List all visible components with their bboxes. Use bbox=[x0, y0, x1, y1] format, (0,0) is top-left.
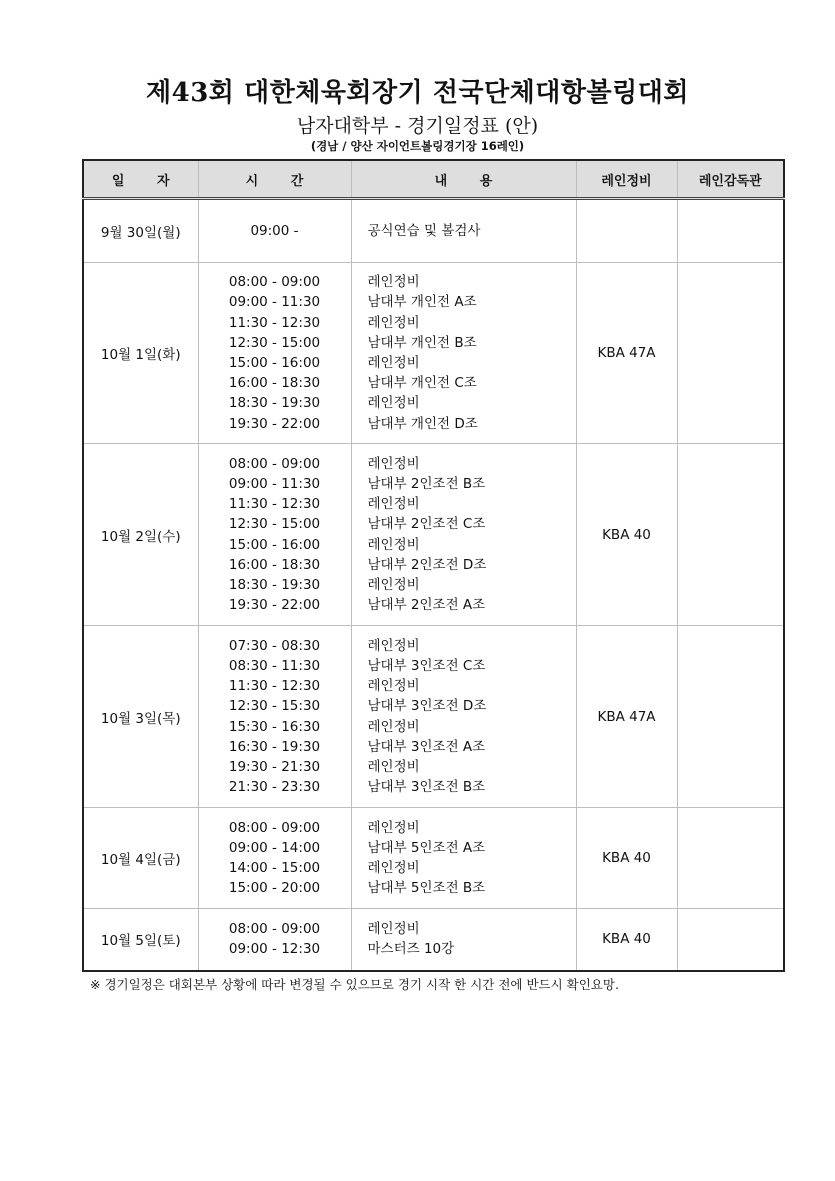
event-item: 남대부 2인조전 D조 bbox=[367, 556, 487, 573]
cell-date: 10월 4일(금) bbox=[83, 808, 198, 909]
cell-lane-supervisor bbox=[677, 626, 784, 808]
time-slot: 09:00 - 14:00 bbox=[228, 839, 321, 856]
cell-date: 10월 3일(목) bbox=[83, 626, 198, 808]
event-item: 남대부 3인조전 D조 bbox=[367, 698, 487, 715]
event-item: 레인정비 bbox=[367, 455, 420, 472]
event-item: 남대부 3인조전 A조 bbox=[367, 738, 486, 755]
time-slot: 08:00 - 09:00 bbox=[228, 455, 321, 472]
event-item: 레인정비 bbox=[367, 678, 420, 695]
time-slot: 08:00 - 09:00 bbox=[228, 274, 321, 291]
table-row bbox=[83, 263, 784, 444]
column-header-content: 내 용 bbox=[351, 160, 576, 199]
time-slot: 09:00 - 11:30 bbox=[228, 475, 321, 492]
cell-content bbox=[351, 808, 576, 909]
time-slot: 15:30 - 16:30 bbox=[228, 718, 321, 735]
time-slot: 09:00 - 11:30 bbox=[228, 294, 321, 311]
time-slot: 12:30 - 15:30 bbox=[228, 698, 321, 715]
cell-lane-maintenance: KBA 47A bbox=[576, 626, 677, 808]
cell-times bbox=[198, 444, 351, 626]
cell-times bbox=[198, 808, 351, 909]
event-item: 마스터즈 10강 bbox=[367, 941, 455, 958]
cell-lane-maintenance: KBA 40 bbox=[576, 808, 677, 909]
time-slot: 18:30 - 19:30 bbox=[228, 576, 321, 593]
event-item: 남대부 개인전 A조 bbox=[367, 294, 477, 311]
footnote: ※ 경기일정은 대회본부 상황에 따라 변경될 수 있으므로 경기 시작 한 시간 전에 반드시 확인요망. bbox=[90, 977, 619, 992]
event-item: 레인정비 bbox=[367, 536, 420, 553]
event-item: 남대부 개인전 B조 bbox=[367, 334, 477, 351]
cell-lane-supervisor bbox=[677, 444, 784, 626]
time-slot: 21:30 - 23:30 bbox=[228, 779, 321, 796]
schedule-body bbox=[83, 199, 784, 971]
event-item: 레인정비 bbox=[367, 355, 420, 371]
event-item: 남대부 2인조전 C조 bbox=[367, 516, 486, 533]
time-slot: 09:00 - bbox=[250, 222, 299, 239]
cell-times bbox=[198, 909, 351, 971]
event-item: 공식연습 및 볼검사 bbox=[367, 222, 481, 239]
time-slot: 11:30 - 12:30 bbox=[228, 496, 321, 513]
event-item: 레인정비 bbox=[367, 576, 420, 593]
column-header-lane-maintenance: 레인정비 bbox=[576, 160, 677, 199]
cell-lane-maintenance: KBA 47A bbox=[576, 263, 677, 444]
event-item: 남대부 3인조전 C조 bbox=[367, 657, 486, 674]
schedule-table bbox=[82, 159, 785, 972]
time-slot: 08:30 - 11:30 bbox=[228, 657, 321, 674]
event-item: 레인정비 bbox=[367, 637, 420, 654]
event-item: 레인정비 bbox=[367, 819, 420, 836]
cell-lane-maintenance: KBA 40 bbox=[576, 444, 677, 626]
cell-date: 10월 2일(수) bbox=[83, 444, 198, 626]
table-row bbox=[83, 808, 784, 909]
cell-lane-maintenance bbox=[576, 199, 677, 263]
event-item: 남대부 개인전 D조 bbox=[367, 415, 478, 432]
cell-times bbox=[198, 199, 351, 263]
event-item: 남대부 5인조전 A조 bbox=[367, 839, 486, 856]
event-item: 남대부 2인조전 A조 bbox=[367, 597, 486, 614]
event-item: 레인정비 bbox=[367, 718, 420, 735]
table-header-row bbox=[83, 160, 784, 199]
venue-note: (경남 / 양산 자이언트볼링경기장 16레인) bbox=[310, 139, 525, 153]
table-row bbox=[83, 909, 784, 971]
time-slot: 16:30 - 19:30 bbox=[228, 738, 321, 755]
cell-date: 10월 5일(토) bbox=[83, 909, 198, 971]
event-item: 레인정비 bbox=[367, 274, 420, 291]
cell-content bbox=[351, 199, 576, 263]
cell-content bbox=[351, 909, 576, 971]
time-slot: 15:00 - 16:00 bbox=[228, 355, 321, 371]
time-slot: 07:30 - 08:30 bbox=[228, 637, 321, 654]
column-header-time: 시 간 bbox=[198, 160, 351, 199]
event-item: 레인정비 bbox=[367, 496, 420, 513]
event-item: 레인정비 bbox=[367, 395, 420, 412]
table-row bbox=[83, 626, 784, 808]
time-slot: 11:30 - 12:30 bbox=[228, 678, 321, 695]
column-header-lane-supervisor: 레인감독관 bbox=[677, 160, 784, 199]
time-slot: 19:30 - 22:00 bbox=[228, 415, 321, 432]
time-slot: 11:30 - 12:30 bbox=[228, 314, 321, 331]
time-slot: 16:00 - 18:30 bbox=[228, 375, 321, 392]
event-item: 남대부 3인조전 B조 bbox=[367, 779, 486, 796]
cell-content bbox=[351, 626, 576, 808]
column-header-date: 일 자 bbox=[83, 160, 198, 199]
time-slot: 15:00 - 20:00 bbox=[228, 880, 321, 897]
event-item: 레인정비 bbox=[367, 921, 420, 938]
cell-lane-supervisor bbox=[677, 263, 784, 444]
time-slot: 19:30 - 22:00 bbox=[228, 597, 321, 614]
document-title: 제43회 대한체육회장기 전국단체대항볼링대회 bbox=[146, 78, 689, 108]
table-row bbox=[83, 199, 784, 263]
cell-date: 10월 1일(화) bbox=[83, 263, 198, 444]
time-slot: 15:00 - 16:00 bbox=[228, 536, 321, 553]
event-item: 남대부 5인조전 B조 bbox=[367, 880, 486, 897]
cell-lane-supervisor bbox=[677, 909, 784, 971]
cell-date: 9월 30일(월) bbox=[83, 199, 198, 263]
cell-times bbox=[198, 626, 351, 808]
time-slot: 16:00 - 18:30 bbox=[228, 556, 321, 573]
document-subtitle: 남자대학부 - 경기일정표 (안) bbox=[296, 115, 539, 137]
event-item: 레인정비 bbox=[367, 314, 420, 331]
cell-lane-supervisor bbox=[677, 808, 784, 909]
cell-times bbox=[198, 263, 351, 444]
time-slot: 14:00 - 15:00 bbox=[228, 860, 321, 876]
event-item: 남대부 2인조전 B조 bbox=[367, 475, 486, 492]
event-item: 레인정비 bbox=[367, 758, 420, 775]
cell-lane-maintenance: KBA 40 bbox=[576, 909, 677, 971]
cell-lane-supervisor bbox=[677, 199, 784, 263]
time-slot: 08:00 - 09:00 bbox=[228, 819, 321, 836]
time-slot: 18:30 - 19:30 bbox=[228, 395, 321, 412]
table-row bbox=[83, 444, 784, 626]
time-slot: 09:00 - 12:30 bbox=[228, 941, 321, 958]
cell-content bbox=[351, 263, 576, 444]
time-slot: 12:30 - 15:00 bbox=[228, 516, 321, 533]
event-item: 레인정비 bbox=[367, 860, 420, 876]
cell-content bbox=[351, 444, 576, 626]
time-slot: 08:00 - 09:00 bbox=[228, 921, 321, 938]
time-slot: 19:30 - 21:30 bbox=[228, 758, 321, 775]
time-slot: 12:30 - 15:00 bbox=[228, 334, 321, 351]
event-item: 남대부 개인전 C조 bbox=[367, 375, 477, 392]
